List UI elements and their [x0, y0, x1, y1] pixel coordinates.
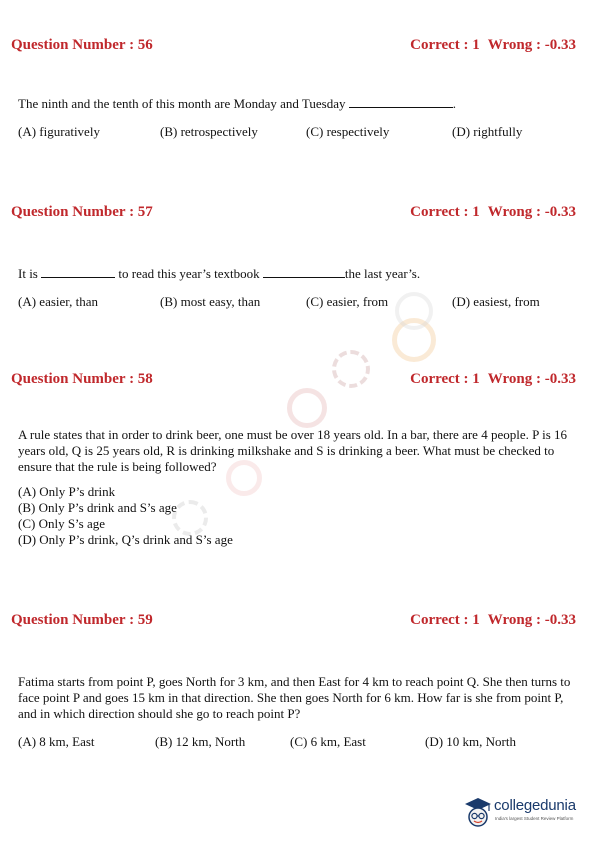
option-c: (C) Only S’s age [18, 516, 106, 531]
option-d: (D) Only P’s drink, Q’s drink and S’s age [18, 532, 233, 547]
option-c: (C) 6 km, East [290, 734, 366, 749]
question-stem: A rule states that in order to drink beer, one must be over 18 years old. In a bar, there are 4 people. P is 16 years old, Q is 25 years old, R is drinking milkshake and S is drinking a beer. What must be checked to ensure that the rule is being followed? [18, 427, 568, 474]
marking-scheme [410, 204, 576, 221]
answer-blank [41, 277, 115, 278]
option-c: (C) respectively [306, 124, 390, 139]
option-list [18, 484, 233, 548]
wrong-marks: Wrong : -0.33 [487, 371, 576, 387]
question-header [0, 612, 595, 632]
option-b: (B) retrospectively [160, 124, 258, 139]
brand-name: collegedunia [494, 797, 576, 814]
watermark-seal [287, 388, 327, 428]
question-header [0, 371, 595, 391]
wrong-marks: Wrong : -0.33 [487, 37, 576, 53]
correct-marks: Correct : 1 [410, 204, 480, 220]
question-stem: It is to read this year’s textbook the last year’s. [18, 266, 421, 281]
question-stem: Fatima starts from point P, goes North for 3 km, and then East for 4 km to reach point Q. She then turns to face point P and goes 15 km in that direction. She then goes North for 6 km. How far is she from point P, and in which direction should she go to reach point P? [18, 674, 571, 721]
correct-marks: Correct : 1 [410, 612, 480, 628]
correct-marks: Correct : 1 [410, 37, 480, 53]
question-number: Question Number : 58 [11, 371, 153, 387]
option-a: (A) Only P’s drink [18, 484, 116, 499]
option-d: (D) 10 km, North [425, 734, 516, 749]
option-d: (D) easiest, from [452, 294, 540, 309]
brand-tagline: India's largest Student Review Platform [495, 816, 574, 821]
marking-scheme [410, 612, 576, 629]
option-b: (B) most easy, than [160, 294, 261, 309]
question-number: Question Number : 59 [11, 612, 153, 628]
wrong-marks: Wrong : -0.33 [487, 204, 576, 220]
marking-scheme [410, 371, 576, 388]
option-b: (B) 12 km, North [155, 734, 246, 749]
option-a: (A) 8 km, East [18, 734, 95, 749]
answer-blank [263, 277, 345, 278]
watermark-seal [395, 292, 433, 330]
option-d: (D) rightfully [452, 124, 523, 139]
answer-blank [349, 107, 453, 108]
option-a: (A) figuratively [18, 124, 100, 139]
question-number: Question Number : 57 [11, 204, 153, 220]
wrong-marks: Wrong : -0.33 [487, 612, 576, 628]
correct-marks: Correct : 1 [410, 371, 480, 387]
question-number: Question Number : 56 [11, 37, 153, 53]
question-header [0, 204, 595, 224]
question-header [0, 37, 595, 57]
graduate-cap-icon [462, 795, 494, 831]
option-c: (C) easier, from [306, 294, 389, 309]
option-a: (A) easier, than [18, 294, 98, 309]
question-stem: The ninth and the tenth of this month are Monday and Tuesday . [18, 96, 456, 111]
marking-scheme [410, 37, 576, 54]
collegedunia-logo [462, 795, 587, 835]
option-b: (B) Only P’s drink and S’s age [18, 500, 177, 515]
